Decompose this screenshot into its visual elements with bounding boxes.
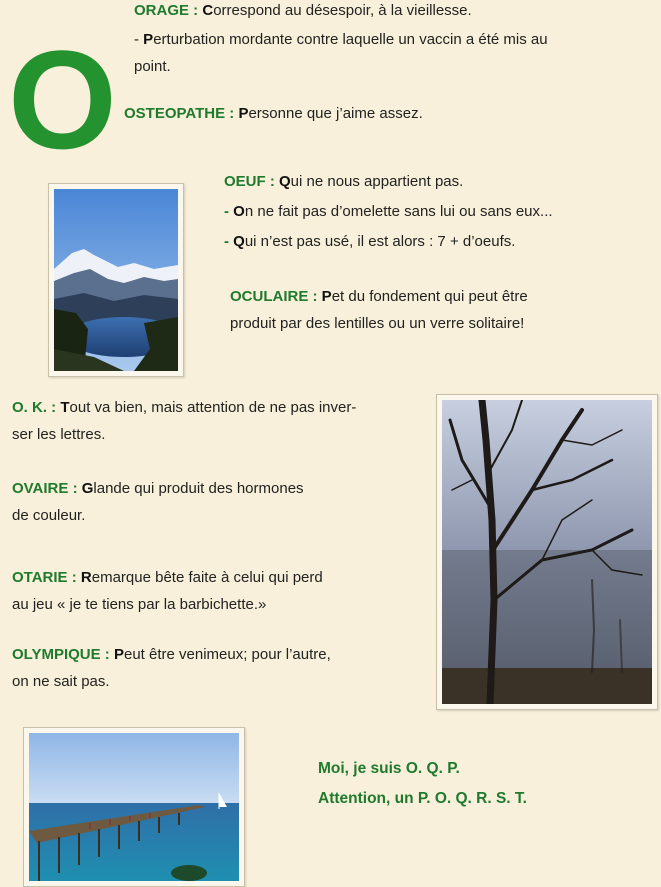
bare-tree-image (442, 400, 652, 704)
first-letter: P (143, 31, 154, 48)
photo-bare-tree (436, 394, 658, 710)
definition-text: emarque bête faite à celui qui perd (91, 569, 323, 586)
photo-mountain-lake (48, 183, 184, 377)
entry-oeuf (224, 168, 553, 255)
dash: - (224, 203, 234, 220)
term-oculaire: OCULAIRE : (230, 288, 322, 305)
definition-text: out va bien, mais attention de ne pas inver- (69, 399, 357, 416)
entry-olympique (12, 641, 331, 695)
term-orage: ORAGE : (134, 2, 203, 19)
term-ok: O. K. : (12, 399, 61, 416)
term-osteopathe: OSTEOPATHE : (124, 105, 239, 122)
definition-text: lande qui produit des hormones (93, 480, 304, 497)
closing-line-1: Moi, je suis O. Q. P. (318, 760, 460, 777)
first-letter: Q (233, 233, 245, 250)
pier-image (29, 733, 239, 881)
closing-line-2: Attention, un P. O. Q. R. S. T. (318, 790, 527, 807)
entry-otarie (12, 564, 323, 618)
definition-text: point. (134, 58, 171, 75)
first-letter: P (113, 646, 124, 663)
first-letter: P (238, 105, 249, 122)
mountain-lake-image (54, 189, 178, 371)
entry-oculaire (230, 283, 528, 337)
first-letter: T (60, 399, 70, 416)
definition-text: eut être venimeux; pour l’autre, (123, 646, 331, 663)
first-letter: O (233, 203, 245, 220)
definition-text: et du fondement qui peut être (331, 288, 528, 305)
definition-text: orrespond au désespoir, à la vieillesse. (213, 2, 472, 19)
term-olympique: OLYMPIQUE : (12, 646, 114, 663)
first-letter: P (321, 288, 332, 305)
definition-text: ui ne nous appartient pas. (290, 173, 464, 190)
first-letter: C (202, 2, 214, 19)
entry-ovaire (12, 475, 304, 529)
definition-text: ersonne que j’aime assez. (248, 105, 423, 122)
definition-text: produit par des lentilles ou un verre solitaire! (230, 315, 525, 332)
term-oeuf: OEUF : (224, 173, 279, 190)
photo-pier (23, 727, 245, 887)
drop-cap-letter: O (8, 21, 117, 178)
entry-osteopathe (124, 100, 423, 127)
first-letter: R (80, 569, 92, 586)
dash: - (224, 233, 234, 250)
dash: - (134, 31, 144, 48)
definition-text: erturbation mordante contre laquelle un vaccin a été mis au (153, 31, 548, 48)
definition-text: n ne fait pas d’omelette sans lui ou sans eux... (244, 203, 553, 220)
definition-text: de couleur. (12, 507, 86, 524)
definition-text: on ne sait pas. (12, 673, 110, 690)
definition-text: au jeu « je te tiens par la barbichette.» (12, 596, 267, 613)
first-letter: G (81, 480, 94, 497)
entry-ok (12, 394, 356, 448)
entry-orage (134, 0, 548, 80)
definition-text: ui n’est pas usé, il est alors : 7 + d’oeufs. (244, 233, 516, 250)
term-otarie: OTARIE : (12, 569, 81, 586)
definition-text: ser les lettres. (12, 426, 106, 443)
term-ovaire: OVAIRE : (12, 480, 82, 497)
first-letter: Q (279, 173, 291, 190)
